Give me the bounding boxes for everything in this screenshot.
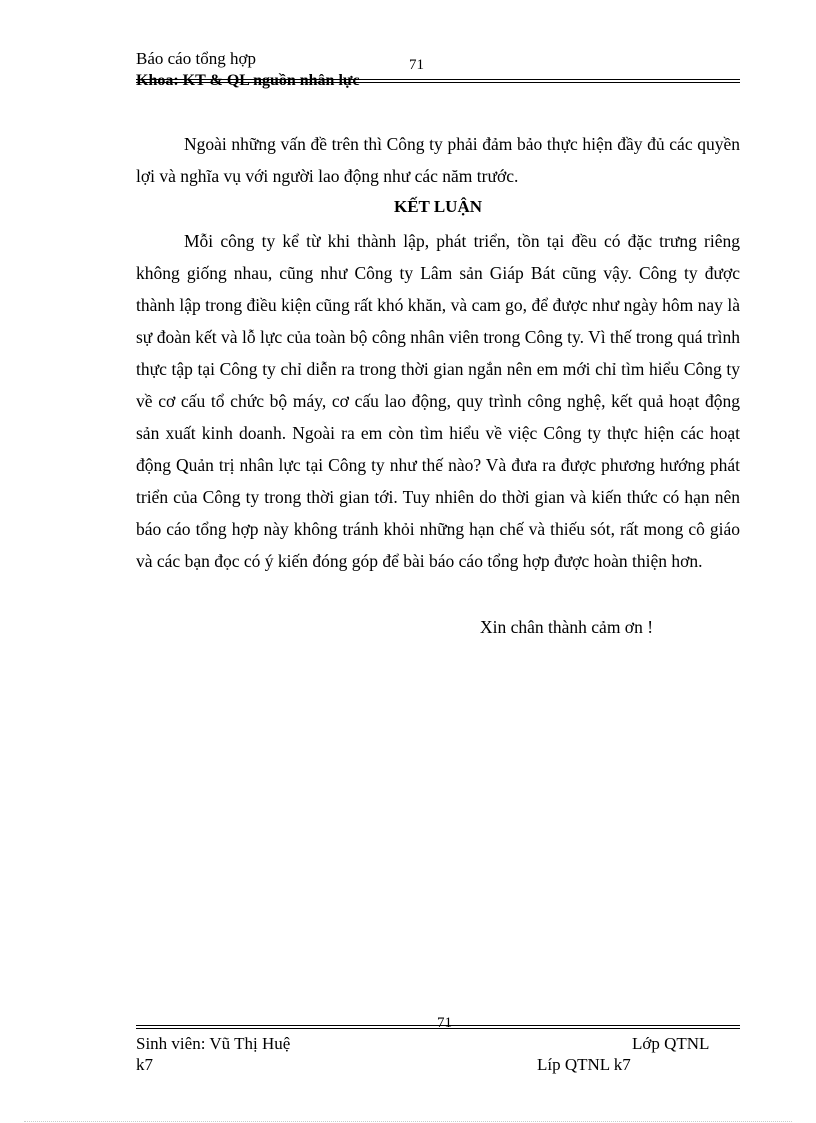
header-page-number: 71	[409, 57, 424, 73]
paragraph-conclusion: Mỗi công ty kể từ khi thành lập, phát triển, tồn tại đều có đặc trưng riêng không giống nhau, cũng như Công ty Lâm sản Giáp Bát cũng vậy. Công ty được thành lập trong điều kiện cũng rất khó khăn, và cam go, để được như ngày hôm nay là sự đoàn kết và lỗ lực của toàn bộ công nhân viên trong Công ty. Vì thế trong quá trình thực tập tại Công ty chỉ diễn ra trong thời gian ngắn nên em mới chỉ tìm hiểu Công ty về cơ cấu tổ chức bộ máy, cơ cấu lao động, quy trình công nghệ, kết quả hoạt động sản xuất kinh doanh. Ngoài ra em còn tìm hiểu về việc Công ty thực hiện các hoạt động Quản trị nhân lực tại Công ty như thế nào? Và đưa ra được phương hướng phát triển của Công ty trong thời gian tới. Tuy nhiên do thời gian và kiến thức có hạn nên báo cáo tổng hợp này không tránh khỏi những hạn chế và thiếu sót, rất mong cô giáo và các bạn đọc có ý kiến đóng góp để bài báo cáo tổng hợp được hoàn thiện hơn.	[136, 231, 740, 571]
footer-class-suffix: k7	[136, 1055, 153, 1074]
closing-thanks: Xin chân thành cảm ơn !	[480, 617, 654, 637]
footer-page-number: 71	[437, 1015, 452, 1031]
page-bottom-edge	[24, 1121, 792, 1122]
footer-student-name: Sinh viên: Vũ Thị Huệ	[136, 1034, 291, 1053]
paragraph-intro: Ngoài những vấn đề trên thì Công ty phải đảm bảo thực hiện đầy đủ các quyền lợi và nghĩa vụ với người lao động như các năm trước.	[136, 134, 740, 186]
footer-class: Lớp QTNL	[632, 1034, 710, 1053]
footer-class-repeat: Líp QTNL k7	[537, 1055, 631, 1074]
footer-rule	[136, 1025, 740, 1029]
header-report-title: Báo cáo tổng hợp	[136, 49, 256, 68]
conclusion-heading: KẾT LUẬN	[393, 197, 482, 216]
header-rule	[136, 79, 740, 83]
header-department: Khoa: KT & QL nguồn nhân lực	[136, 72, 360, 89]
